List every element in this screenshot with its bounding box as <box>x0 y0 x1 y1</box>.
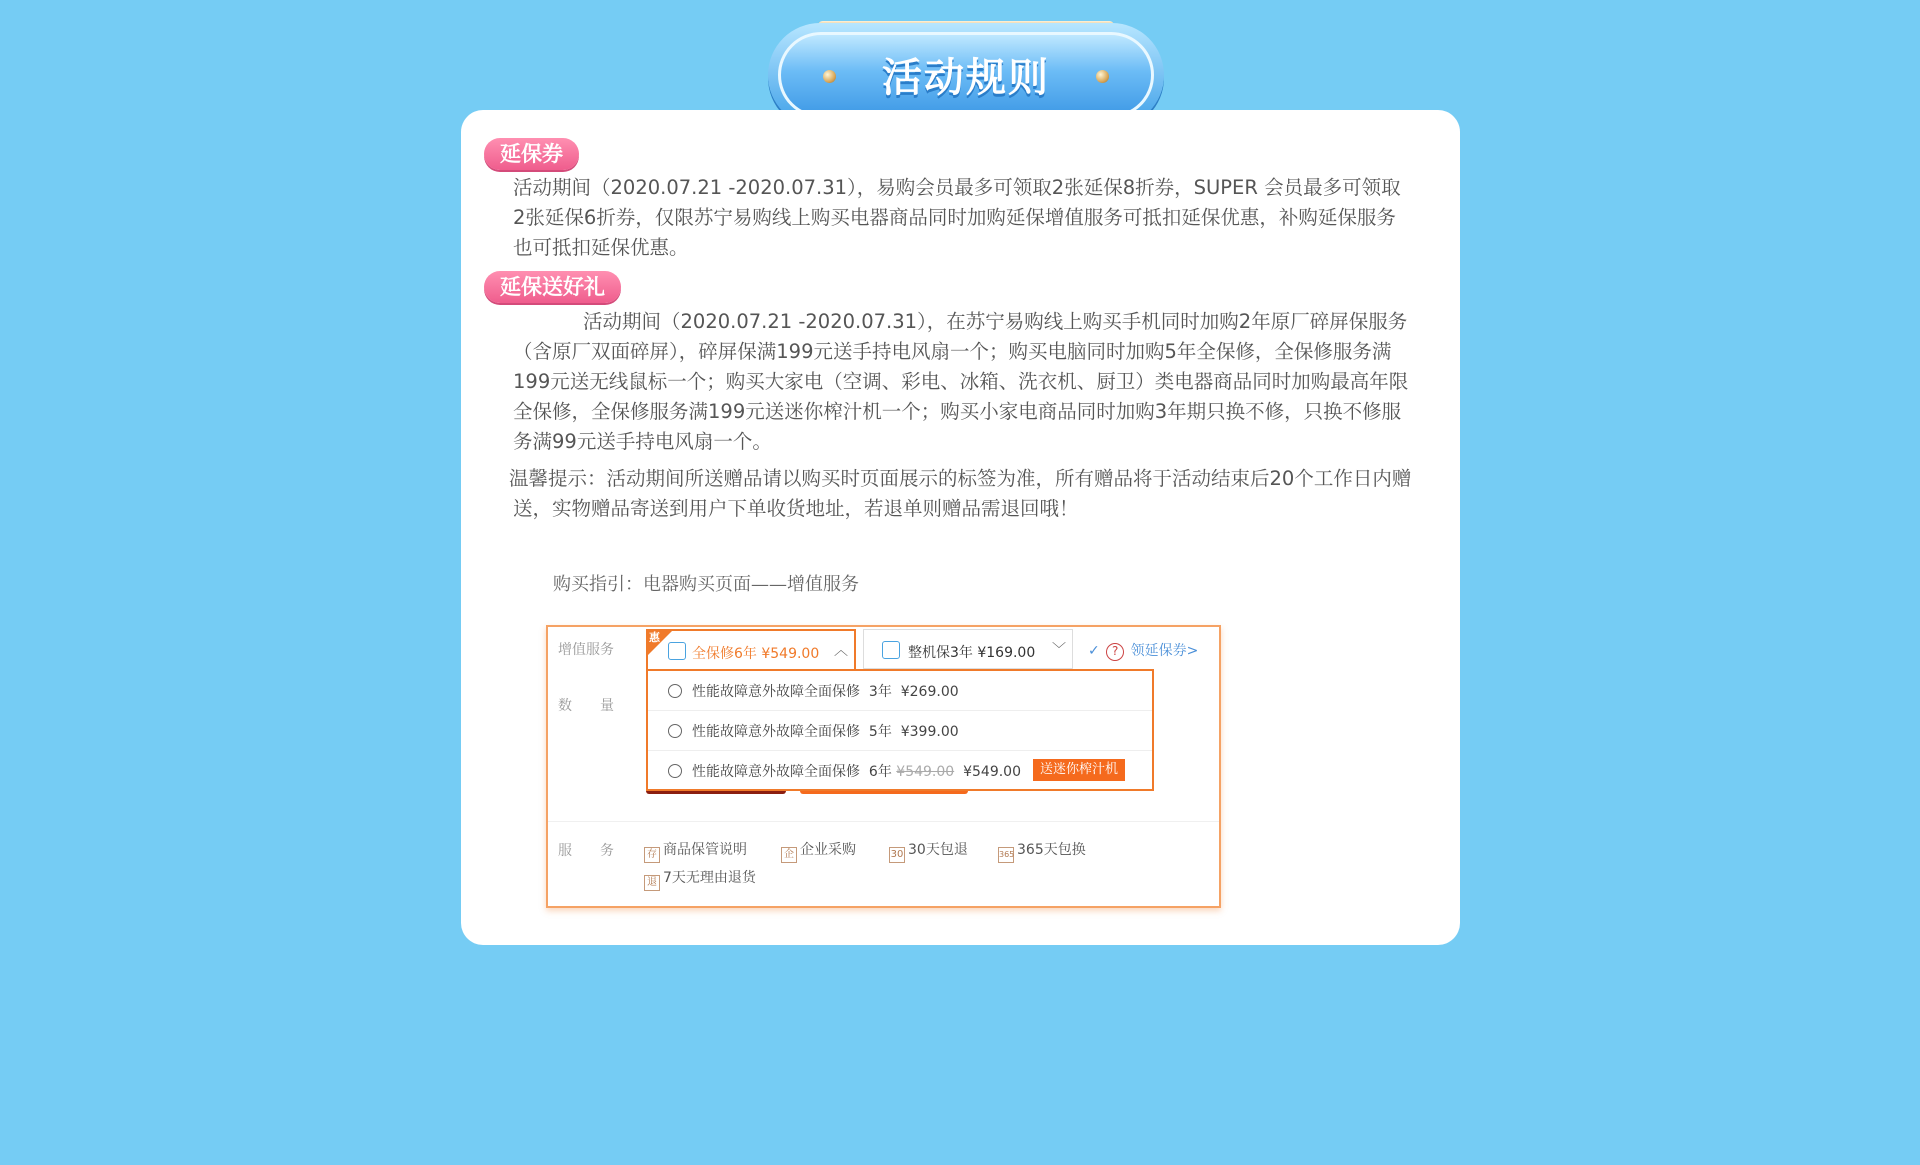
text-line: 活动期间（2020.07.21 -2020.07.31），易购会员最多可领取2张延保8折券，SUPER 会员最多可领取 <box>513 176 1401 199</box>
gift-rules-text <box>513 307 1435 457</box>
gift-tag: 送迷你榨汁机 <box>1033 759 1125 781</box>
help-icon: ? <box>1106 643 1124 661</box>
text-line: （含原厂双面碎屏），碎屏保满199元送手持电风扇一个；购买电脑同时加购5年全保修，全保修服务满 <box>513 340 1392 363</box>
dropdown-option[interactable] <box>648 711 1152 751</box>
service-storage[interactable]: 存 商品保管说明 <box>644 839 747 863</box>
tip-text <box>509 464 1435 524</box>
shield-icon <box>668 642 686 660</box>
text-line: 务满99元送手持电风扇一个。 <box>513 430 772 453</box>
radio-button[interactable] <box>668 684 682 698</box>
radio-button[interactable] <box>668 764 682 778</box>
section-tag-coupon: 延保券 <box>484 138 579 170</box>
guide-caption: 购买指引：电器购买页面——增值服务 <box>553 574 859 595</box>
second-option-text: 整机保3年 ¥169.00 <box>908 645 1036 661</box>
dropdown-option[interactable] <box>648 671 1152 711</box>
service-365-day-exchange[interactable]: 365 365天包换 <box>998 839 1086 863</box>
service-enterprise[interactable]: 企 企业采购 <box>781 839 856 863</box>
section-tag-gift: 延保送好礼 <box>484 271 621 303</box>
selected-option-text: 全保修6年 ¥549.00 <box>692 646 820 662</box>
coupon-rules-text <box>513 173 1435 263</box>
page-title: 活动规则 <box>882 55 1050 101</box>
dropdown-option[interactable] <box>648 751 1152 791</box>
shield-icon <box>882 641 900 659</box>
service-30-day-return[interactable]: 30 30天包退 <box>889 839 968 863</box>
return-icon: 退 <box>644 875 660 891</box>
365-day-icon: 365 <box>998 847 1014 863</box>
label-service: 增值服务 <box>558 642 614 658</box>
radio-button[interactable] <box>668 724 682 738</box>
label-quantity: 数 量 <box>558 698 614 714</box>
chevron-down-icon: ﹀ <box>1052 642 1066 658</box>
30-day-icon: 30 <box>889 847 905 863</box>
text-line: 活动期间（2020.07.21 -2020.07.31），在苏宁易购线上购买手机同时加购2年原厂碎屏保服务 <box>583 310 1408 333</box>
service-7-day-return[interactable]: 退 7天无理由退货 <box>644 867 756 891</box>
label-support: 服 务 <box>558 843 614 859</box>
text-line: 199元送无线鼠标一个；购买大家电（空调、彩电、冰箱、洗衣机、厨卫）类电器商品同时加购最高年限 <box>513 370 1409 393</box>
option-label: 性能故障意外故障全面保修 6年 ¥549.00 ¥549.00 <box>692 764 1021 780</box>
text-line: 送，实物赠品寄送到用户下单收货地址，若退单则赠品需退回哦！ <box>513 497 1079 520</box>
chevron-up-icon: ︿ <box>834 643 848 659</box>
coupon-link[interactable] <box>1088 640 1198 661</box>
storage-icon: 存 <box>644 847 660 863</box>
check-icon: ✓ <box>1088 643 1100 659</box>
discount-badge: 惠 <box>649 631 660 644</box>
text-line: 2张延保6折券，仅限苏宁易购线上购买电器商品同时加购延保增值服务可抵扣延保优惠，补购延保服务 <box>513 206 1396 229</box>
old-price: ¥549.00 <box>896 764 955 780</box>
option-label: 性能故障意外故障全面保修 5年 ¥399.00 <box>692 724 959 740</box>
option-device-protect-3y[interactable] <box>863 629 1073 669</box>
guide-screenshot <box>546 625 1221 908</box>
text-line: 全保修，全保修服务满199元送迷你榨汁机一个；购买小家电商品同时加购3年期只换不修，只换不修服 <box>513 400 1402 423</box>
divider <box>548 821 1219 822</box>
option-full-warranty-6y[interactable] <box>646 629 856 671</box>
enterprise-icon: 企 <box>781 847 797 863</box>
text-line: 也可抵扣延保优惠。 <box>513 236 689 259</box>
option-label: 性能故障意外故障全面保修 3年 ¥269.00 <box>692 684 959 700</box>
text-line: 温馨提示：活动期间所送赠品请以购买时页面展示的标签为准，所有赠品将于活动结束后20个工作日内赠 <box>509 467 1412 490</box>
coupon-link-label: 领延保券> <box>1130 643 1199 659</box>
warranty-dropdown <box>646 669 1154 791</box>
